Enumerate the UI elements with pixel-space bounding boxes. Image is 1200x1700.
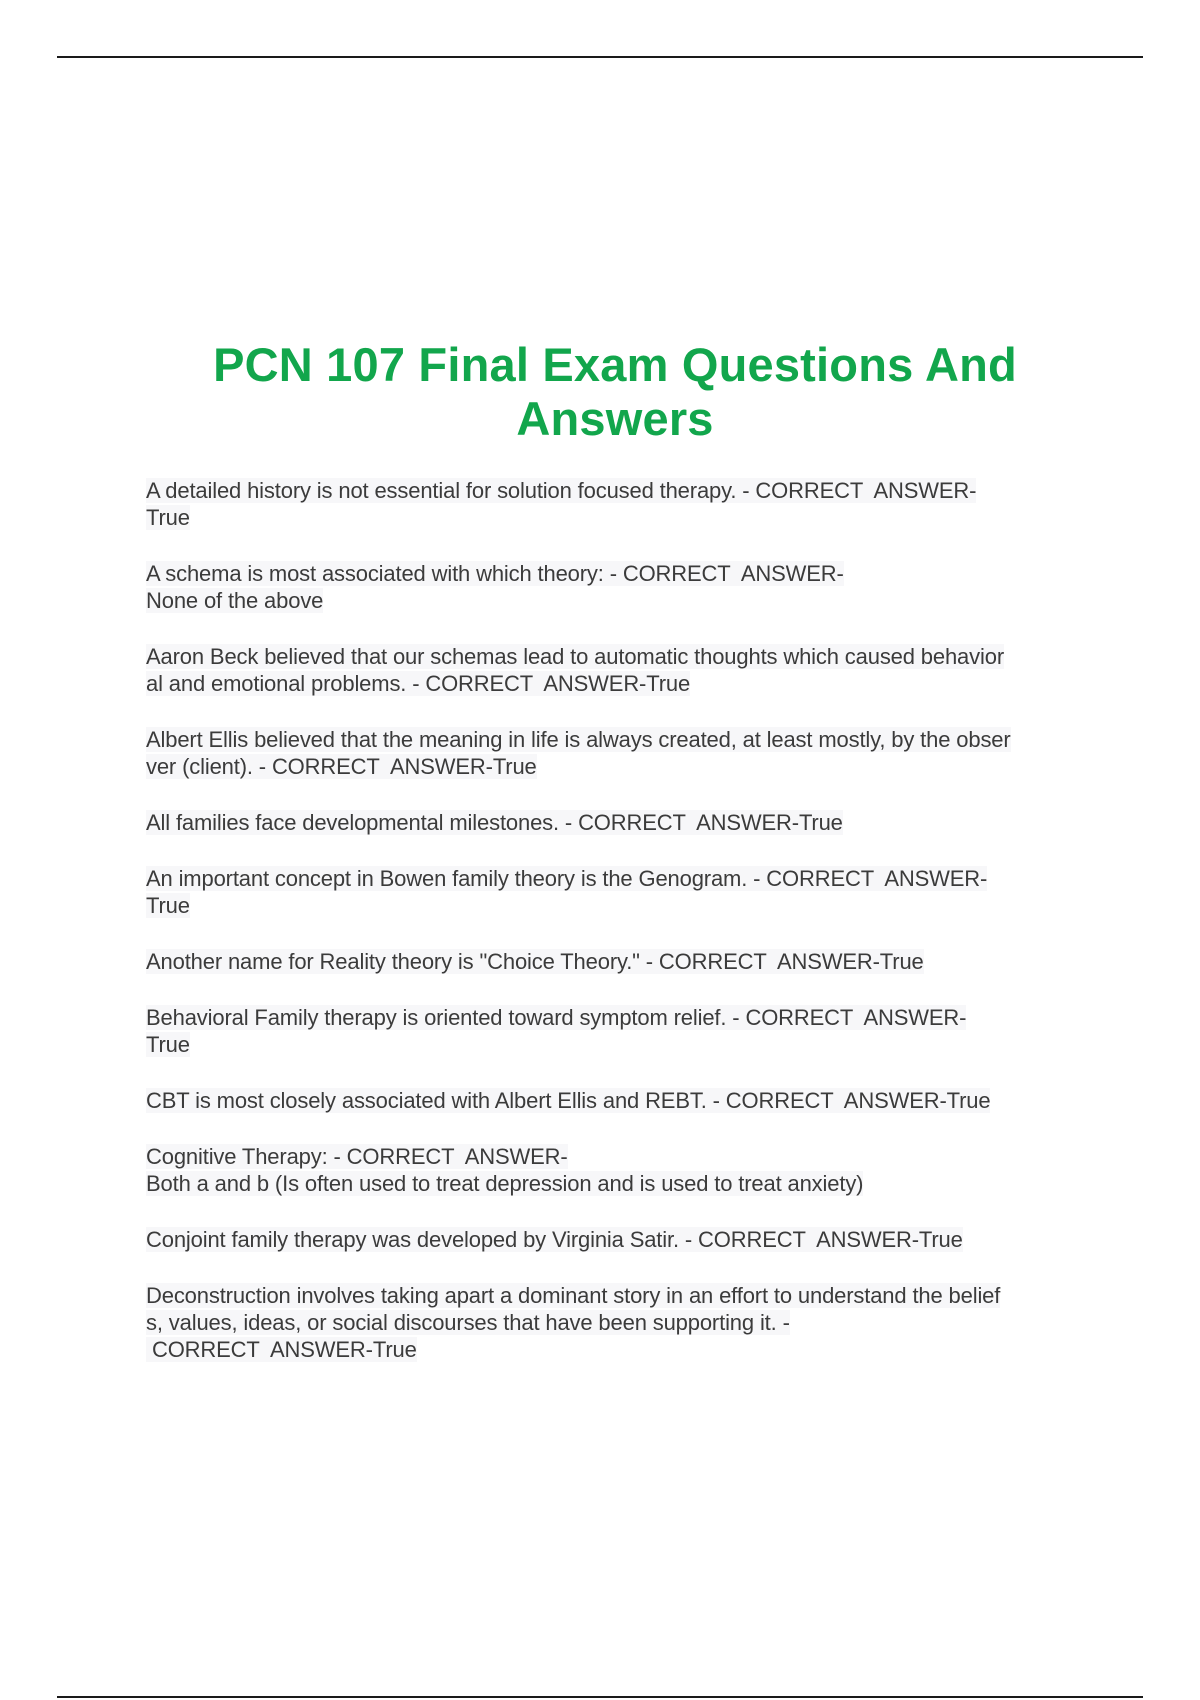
- qa-line: Behavioral Family therapy is oriented toward symptom relief. - CORRECT ANSWER-: [146, 1005, 967, 1030]
- bottom-rule: [57, 1696, 1143, 1698]
- page-title: [150, 338, 1080, 446]
- qa-line: ver (client). - CORRECT ANSWER-True: [146, 754, 537, 779]
- qa-list: [146, 477, 1096, 1392]
- qa-item: [146, 477, 1096, 531]
- title-line-2: Answers: [516, 392, 714, 445]
- qa-line: s, values, ideas, or social discourses that have been supporting it. -: [146, 1310, 790, 1335]
- qa-item: [146, 809, 1096, 836]
- qa-line: True: [146, 505, 190, 530]
- qa-line: A detailed history is not essential for solution focused therapy. - CORRECT ANSWER-: [146, 478, 977, 503]
- qa-line: CORRECT ANSWER-True: [146, 1337, 417, 1362]
- qa-item: [146, 1004, 1096, 1058]
- qa-line: Cognitive Therapy: - CORRECT ANSWER-: [146, 1144, 568, 1169]
- qa-item: [146, 1282, 1096, 1363]
- qa-item: [146, 948, 1096, 975]
- qa-line: al and emotional problems. - CORRECT ANSWER-True: [146, 671, 691, 696]
- qa-line: Both a and b (Is often used to treat depression and is used to treat anxiety): [146, 1171, 864, 1196]
- qa-line: Albert Ellis believed that the meaning in life is always created, at least mostly, by the obser: [146, 727, 1011, 752]
- top-rule: [57, 56, 1143, 58]
- title-line-1: PCN 107 Final Exam Questions And: [213, 338, 1017, 391]
- qa-item: [146, 865, 1096, 919]
- qa-line: None of the above: [146, 588, 324, 613]
- qa-item: [146, 726, 1096, 780]
- qa-line: All families face developmental milestones. - CORRECT ANSWER-True: [146, 810, 843, 835]
- qa-item: [146, 1226, 1096, 1253]
- qa-item: [146, 1143, 1096, 1197]
- qa-line: Another name for Reality theory is "Choice Theory." - CORRECT ANSWER-True: [146, 949, 924, 974]
- qa-line: Aaron Beck believed that our schemas lead to automatic thoughts which caused behavior: [146, 644, 1004, 669]
- qa-line: True: [146, 893, 190, 918]
- qa-line: Conjoint family therapy was developed by Virginia Satir. - CORRECT ANSWER-True: [146, 1227, 963, 1252]
- qa-item: [146, 1087, 1096, 1114]
- qa-line: A schema is most associated with which theory: - CORRECT ANSWER-: [146, 561, 844, 586]
- qa-line: Deconstruction involves taking apart a dominant story in an effort to understand the belief: [146, 1283, 1001, 1308]
- qa-line: CBT is most closely associated with Albert Ellis and REBT. - CORRECT ANSWER-True: [146, 1088, 991, 1113]
- qa-item: [146, 643, 1096, 697]
- qa-line: True: [146, 1032, 190, 1057]
- qa-line: An important concept in Bowen family theory is the Genogram. - CORRECT ANSWER-: [146, 866, 988, 891]
- qa-item: [146, 560, 1096, 614]
